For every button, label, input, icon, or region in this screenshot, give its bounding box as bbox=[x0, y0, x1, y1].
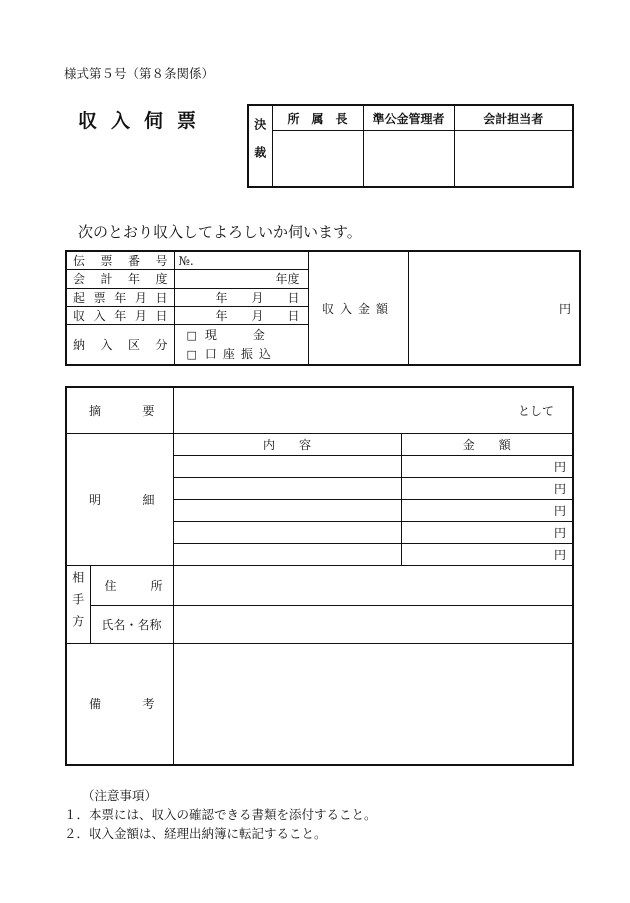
content-header: 内 容 bbox=[173, 433, 401, 455]
details-label: 明細 bbox=[66, 433, 173, 565]
form-number-label: 様式第５号（第８条関係） bbox=[64, 66, 215, 81]
address-field[interactable] bbox=[173, 565, 573, 605]
info-table bbox=[65, 250, 581, 366]
approval-box bbox=[247, 104, 574, 188]
detail-content-cell[interactable] bbox=[173, 543, 401, 565]
receipt-date-field[interactable]: 年 月 日 bbox=[174, 306, 308, 324]
counterparty-label: 相手方 bbox=[66, 565, 90, 643]
checkbox-icon[interactable]: □ bbox=[186, 328, 197, 342]
approval-header-section-chief: 所 属 長 bbox=[272, 105, 363, 131]
approval-stamp-fund-manager[interactable] bbox=[363, 131, 454, 188]
voucher-no-label: 伝票番号 bbox=[66, 251, 174, 270]
detail-content-cell[interactable] bbox=[173, 521, 401, 543]
option-cash-label: 現 金 bbox=[204, 327, 265, 342]
form-title: 収入伺票 bbox=[78, 110, 211, 132]
amount-label: 収入金額 bbox=[308, 251, 408, 365]
intro-text: 次のとおり収入してよろしいか伺います。 bbox=[78, 223, 362, 241]
checkbox-icon[interactable]: □ bbox=[186, 347, 197, 361]
note-item: ２．収入金額は、経理出納簿に転記すること。 bbox=[64, 826, 327, 841]
detail-amount-cell[interactable]: 円 bbox=[401, 543, 573, 565]
detail-amount-cell[interactable]: 円 bbox=[401, 477, 573, 499]
name-label: 氏名・名称 bbox=[90, 605, 173, 643]
payment-type-label: 納入区分 bbox=[66, 325, 174, 365]
fiscal-year-field[interactable]: 年度 bbox=[174, 270, 308, 288]
issue-date-label: 起票年月日 bbox=[66, 288, 174, 306]
approval-header-fund-manager: 準公金管理者 bbox=[363, 105, 454, 131]
payment-type-options bbox=[174, 325, 308, 365]
option-bank-transfer-label: 口座振込 bbox=[204, 346, 277, 361]
notes-section bbox=[64, 786, 377, 843]
issue-date-field[interactable]: 年 月 日 bbox=[174, 288, 308, 306]
summary-label: 摘要 bbox=[66, 387, 173, 433]
approval-stamp-accountant[interactable] bbox=[454, 131, 573, 188]
amount-header: 金 額 bbox=[401, 433, 573, 455]
detail-amount-cell[interactable]: 円 bbox=[401, 521, 573, 543]
approval-header-accountant: 会計担当者 bbox=[454, 105, 573, 131]
option-cash[interactable] bbox=[175, 326, 308, 345]
notes-heading: （注意事項） bbox=[82, 788, 158, 803]
name-field[interactable] bbox=[173, 605, 573, 643]
fiscal-year-label: 会計年度 bbox=[66, 270, 174, 288]
detail-amount-cell[interactable]: 円 bbox=[401, 455, 573, 477]
main-table bbox=[65, 386, 574, 766]
voucher-no-field[interactable]: №. bbox=[174, 251, 308, 270]
remarks-label: 備考 bbox=[66, 643, 173, 765]
approval-side-label: 決裁 bbox=[248, 105, 272, 187]
summary-field[interactable]: として bbox=[173, 387, 573, 433]
amount-field[interactable]: 円 bbox=[408, 251, 580, 365]
detail-content-cell[interactable] bbox=[173, 455, 401, 477]
option-bank-transfer[interactable] bbox=[175, 345, 308, 364]
detail-amount-cell[interactable]: 円 bbox=[401, 499, 573, 521]
receipt-date-label: 収入年月日 bbox=[66, 306, 174, 324]
detail-content-cell[interactable] bbox=[173, 477, 401, 499]
remarks-field[interactable] bbox=[173, 643, 573, 765]
approval-stamp-section-chief[interactable] bbox=[272, 131, 363, 188]
address-label: 住所 bbox=[90, 565, 173, 605]
detail-content-cell[interactable] bbox=[173, 499, 401, 521]
note-item: １．本票には、収入の確認できる書類を添付すること。 bbox=[64, 807, 377, 822]
